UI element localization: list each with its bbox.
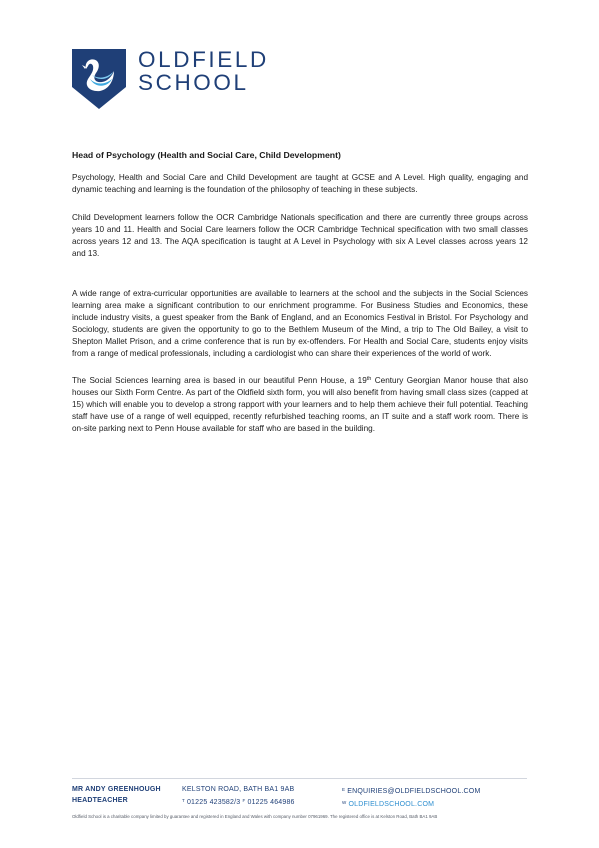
paragraph-4-start: The Social Sciences learning area is based in our beautiful Penn House, a 19 — [72, 376, 367, 385]
footer-contacts — [72, 784, 528, 814]
phone-numbers — [182, 795, 295, 808]
email-address[interactable]: ENQUIRIES@OLDFIELDSCHOOL.COM — [347, 788, 481, 795]
web-line — [342, 797, 481, 810]
school-logo — [72, 49, 269, 109]
paragraph-4-end: Century Georgian Manor house that also houses our Sixth Form Centre. As part of the Oldfield sixth form, you will also benefit from having small class sizes (capped at 15) which will enable you to develop a strong rapport with your learners and to help them achieve their full potential. Teaching staff have use of a range of well equipped, recently refurbished teaching rooms, an IT suite and a staff work room. There is on-site parking next to Penn House available for staff who are based in the building. — [72, 376, 528, 433]
legal-notice: Oldfield School is a charitable company limited by guarantee and registered in England and Wales with company number 07961969. The registered office is at Kelston Road, Bath BA1 9AB — [72, 814, 438, 819]
document-body — [72, 149, 528, 435]
footer-headteacher — [72, 784, 161, 806]
footer-online — [342, 784, 481, 810]
phone-tag: T — [182, 798, 185, 803]
fax-number: 01225 464986 — [247, 799, 295, 806]
footer-divider — [72, 778, 527, 779]
headteacher-role: HEADTEACHER — [72, 797, 128, 804]
paragraph-2: Child Development learners follow the OCR Cambridge Nationals specification and there are currently three groups across years 10 and 11. Health and Social Care learners follow the OCR Cambridge Technical specification with two small classes across years 12 and 13. The AQA specification is taught at A Level in Psychology with six A Level classes across years 12 and 13. — [72, 213, 528, 258]
paragraph-4 — [72, 375, 528, 435]
ordinal-suffix: th — [366, 376, 372, 382]
fax-tag: F — [242, 798, 246, 803]
wordmark-line-2: SCHOOL — [138, 70, 249, 95]
phone-number: 01225 423582/3 — [186, 799, 241, 806]
web-tag: W — [342, 800, 347, 805]
school-address: KELSTON ROAD, BATH BA1 9AB — [182, 786, 295, 793]
swan-crest-icon — [72, 49, 126, 109]
footer-address — [182, 784, 295, 808]
paragraph-3: A wide range of extra-curricular opportunities are available to learners at the school and the subjects in the Social Sciences learning area make a significant contribution to our enrichment programme. For Business Studies and Economics, these include industry visits, a guest speaker from the Bank of England, and an Economics Festival in Bristol. For Psychology and Sociology, students are given the opportunity to go to the Bethlem Museum of the Mind, a trip to The Old Bailey, a visit to Shepton Mallet Prison, and a crime conference that is run by ex-offenders. For Health and Social Care, students enjoy visits from a range of medical professionals, including a cardiologist who can share their experiences of the world of work. — [72, 289, 528, 358]
website-link[interactable]: OLDFIELDSCHOOL.COM — [348, 801, 435, 808]
email-tag: E — [342, 787, 346, 792]
paragraph-1: Psychology, Health and Social Care and Child Development are taught at GCSE and A Level. High quality, engaging and dynamic teaching and learning is the foundation of the philosophy of teaching in these subjects. — [72, 173, 528, 194]
document-title: Head of Psychology (Health and Social Care, Child Development) — [72, 150, 341, 160]
headteacher-name: MR ANDY GREENHOUGH — [72, 786, 161, 793]
school-wordmark — [138, 48, 269, 94]
email-line — [342, 784, 481, 797]
wordmark-line-1: OLDFIELD — [138, 47, 269, 72]
